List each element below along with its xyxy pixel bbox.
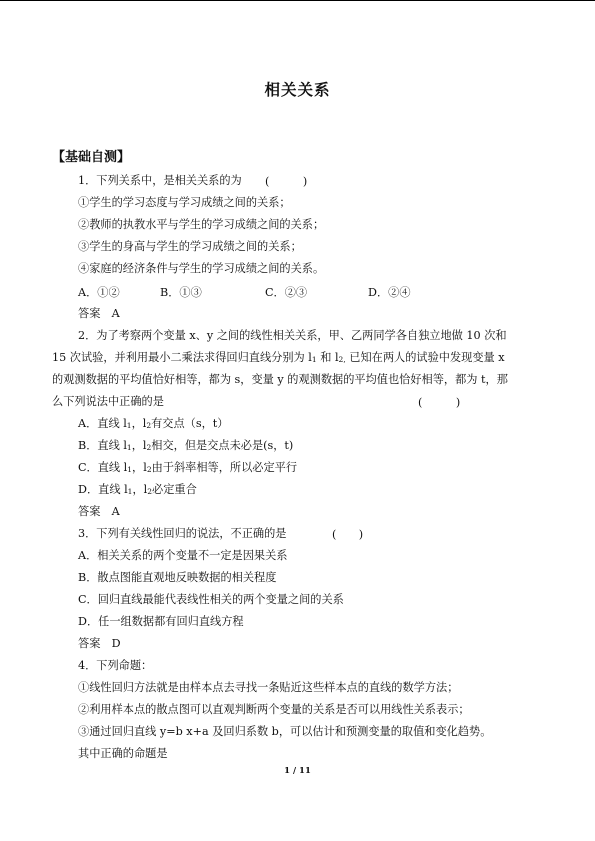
page-number: 1 / 11: [284, 766, 311, 776]
q4-stem: 4．下列命题：: [78, 659, 153, 672]
q1-option-d: D．②④: [368, 286, 411, 299]
q3-answer-paren: ( ): [332, 528, 364, 541]
q2-sub-2: 2,: [338, 355, 346, 364]
q2-option-d-text-2: ，l: [132, 483, 148, 496]
q1-item-2: ②教师的执教水平与学生的学习成绩之间的关系；: [78, 218, 325, 231]
q4-tail: 其中正确的命题是: [78, 747, 168, 760]
q2-line-4: 么下列说法中正确的是: [52, 395, 164, 408]
q2-answer: 答案 A: [78, 505, 120, 518]
q1-option-c: C．②③: [265, 286, 308, 299]
q1-option-a: A．①②: [78, 286, 120, 299]
header-rule: [0, 0, 595, 1]
q1-answer: 答案 A: [78, 307, 120, 320]
q1-item-4: ④家庭的经济条件与学生的学习成绩之间的关系。: [78, 262, 325, 275]
q2-option-d-text-1: D．直线 l: [78, 483, 128, 496]
q3-answer: 答案 D: [78, 637, 121, 650]
q2-option-c-text-2: ，l: [132, 461, 147, 474]
q2-option-a-sub-2: 2: [146, 421, 152, 430]
q2-option-d: [78, 482, 197, 500]
q2-option-c-sub-1: 1: [127, 465, 133, 474]
q3-option-a: A．相关关系的两个变量不一定是因果关系: [78, 549, 288, 562]
q2-option-c-text-3: 由于斜率相等，所以必定平行: [151, 461, 298, 474]
q2-option-a: [78, 416, 228, 434]
q2-option-c-sub-2: 2: [146, 465, 152, 474]
q2-line-3: 的观测数据的平均值恰好相等，都为 s，变量 y 的观测数据的平均值也恰好相等，都为 t，那: [52, 373, 508, 386]
q2-line-2: [52, 350, 505, 368]
q1-answer-paren: ( ): [265, 175, 308, 188]
q2-option-b-sub-2: 2: [146, 443, 152, 452]
q2-option-b: [78, 438, 293, 456]
q2-option-c: [78, 460, 297, 478]
q3-option-d: D．任一组数据都有回归直线方程: [78, 615, 244, 628]
q1-stem-text: 1．下列关系中，是相关关系的为: [78, 174, 242, 187]
q2-line-1: 2．为了考察两个变量 x、y 之间的线性相关关系，甲、乙两同学各自独立地做 10 次和: [78, 329, 507, 342]
q3-option-b: B．散点图能直观地反映数据的相关程度: [78, 571, 277, 584]
section-heading: 【基础自测】: [52, 150, 131, 165]
q2-option-a-text-3: 有交点（s，t）: [151, 417, 229, 430]
q4-item-2: ②利用样本点的散点图可以直观判断两个变量的关系是否可以用线性关系表示；: [78, 703, 470, 716]
q2-option-d-sub-2: 2: [147, 487, 152, 496]
q2-option-c-text-1: C．直线 l: [78, 461, 128, 474]
q2-option-d-text-3: 必定重合: [152, 483, 197, 496]
q2-option-b-text-1: B．直线 l: [78, 439, 127, 452]
q1-item-3: ③学生的身高与学生的学习成绩之间的关系；: [78, 240, 302, 253]
q2-line-2-a: 15 次试验，并利用最小二乘法求得回归直线分别为 l: [52, 351, 312, 364]
q2-line-2-b: 和 l: [316, 351, 339, 364]
q1-item-1: ①学生的学习态度与学习成绩之间的关系；: [78, 196, 291, 209]
q2-sub-1: 1: [311, 355, 317, 364]
q3-option-c: C．回归直线最能代表线性相关的两个变量之间的关系: [78, 593, 344, 606]
q2-option-d-sub-1: 1: [127, 487, 133, 496]
q2-option-b-text-3: 相交，但是交点未必是(s，t): [151, 439, 294, 452]
q2-answer-paren: ( ): [418, 396, 461, 409]
q2-line-2-c: 已知在两人的试验中发现变量 x: [345, 351, 505, 364]
page-title: 相关关系: [264, 81, 331, 99]
q2-option-a-sub-1: 1: [126, 421, 132, 430]
q2-option-a-text-1: A．直线 l: [78, 417, 127, 430]
q3-stem: 3．下列有关线性回归的说法，不正确的是: [78, 527, 287, 540]
q2-option-b-sub-1: 1: [126, 443, 132, 452]
q2-option-a-text-2: ，l: [131, 417, 147, 430]
q2-option-b-text-2: ，l: [131, 439, 147, 452]
q4-item-1: ①线性回归方法就是由样本点去寻找一条贴近这些样本点的直线的数学方法；: [78, 681, 459, 694]
q4-item-3: ③通过回归直线 y=b x+a 及回归系数 b，可以估计和预测变量的取值和变化趋势。: [78, 725, 492, 738]
q1-option-b: B．①③: [160, 286, 202, 299]
q1-stem: [78, 173, 242, 189]
